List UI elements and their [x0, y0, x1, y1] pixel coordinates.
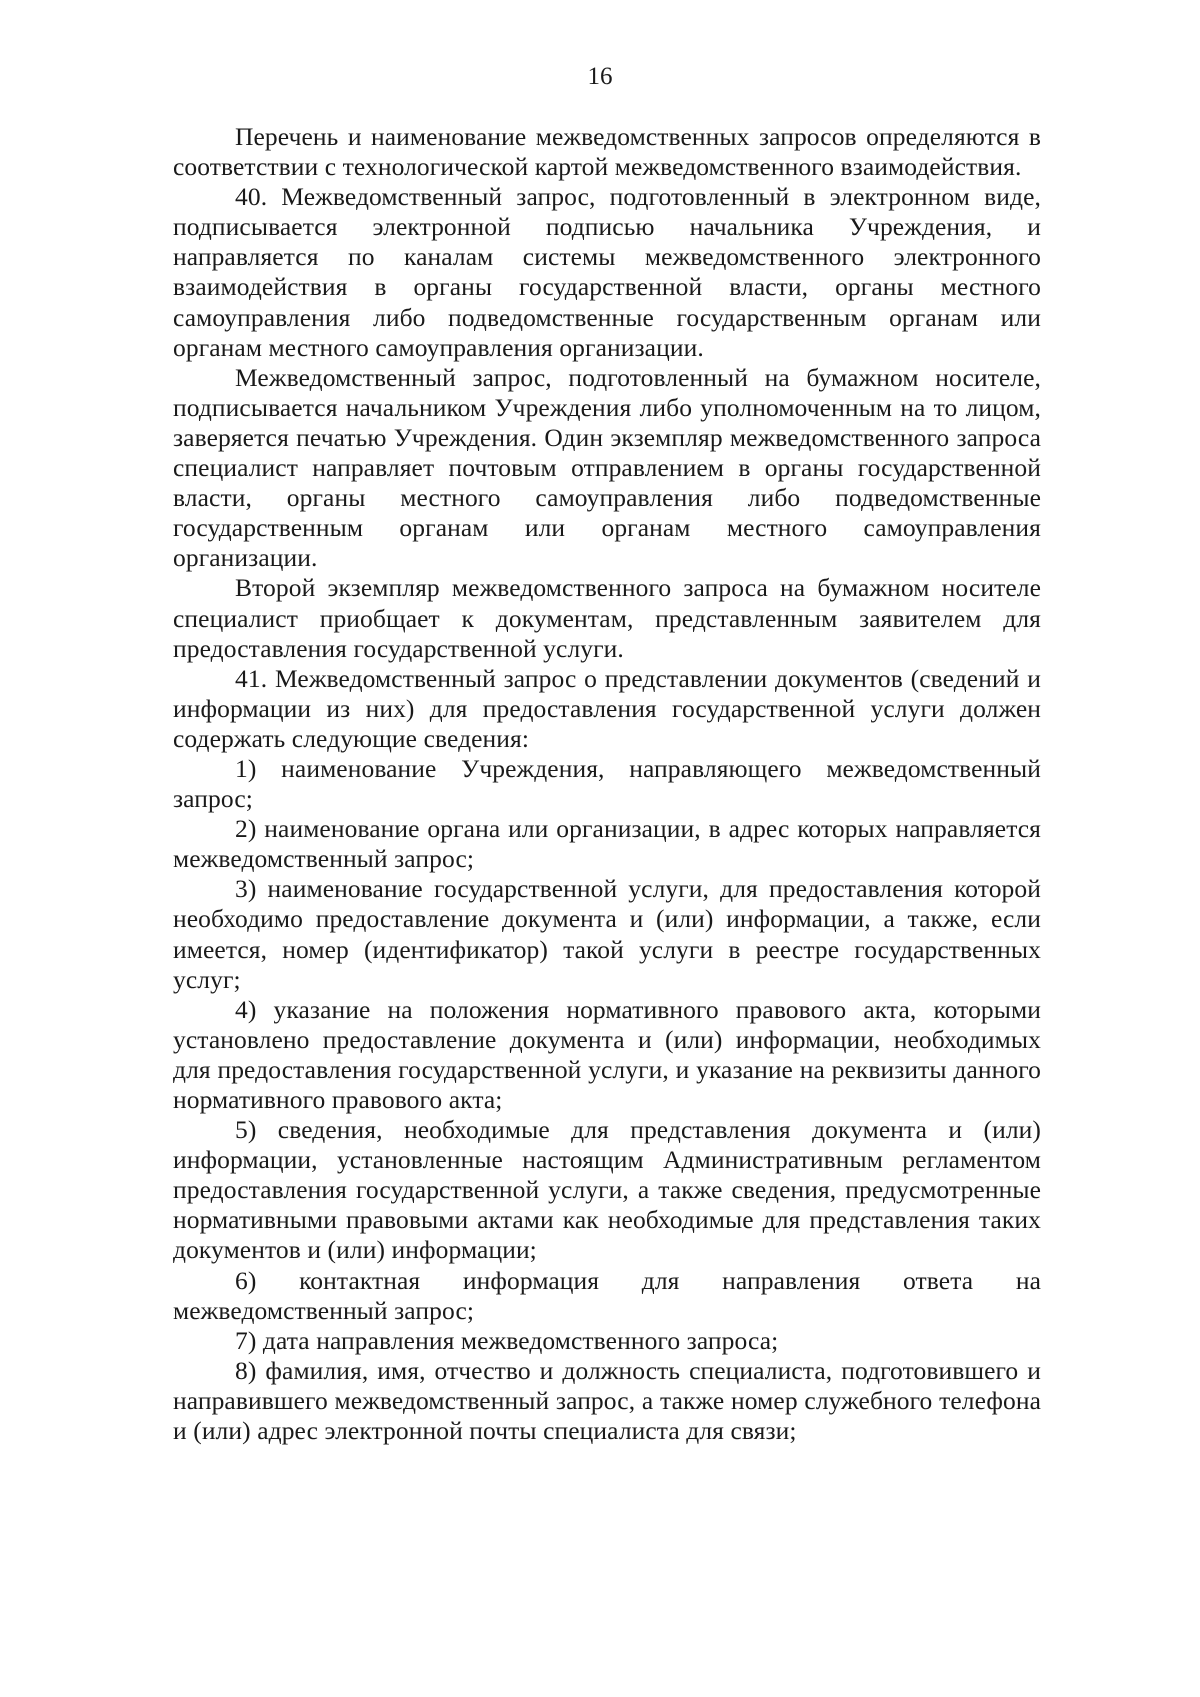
- paragraph-requests-list: Перечень и наименование межведомственных запросов определяются в соответствии с технологической картой межведомственного взаимодействия.: [173, 122, 1041, 182]
- list-item-4: 4) указание на положения нормативного правового акта, которыми установлено предоставление документа и (или) информации, необходимых для предоставления государственной услуги, и указание на реквизиты данного нормативного правового акта;: [173, 994, 1041, 1114]
- list-item-1: 1) наименование Учреждения, направляющего межведомственный запрос;: [173, 753, 1041, 814]
- list-item-3: 3) наименование государственной услуги, для предоставления которой необходимо предоставление документа и (или) информации, а также, если имеется, номер (идентификатор) такой услуги в реестре государственных услуг;: [173, 874, 1041, 994]
- list-item-2: 2) наименование органа или организации, в адрес которых направляется межведомственный запрос;: [173, 814, 1041, 874]
- list-item-5: 5) сведения, необходимые для представления документа и (или) информации, установленные настоящим Административным регламентом предоставления государственной услуги, а также сведения, предусмотренные нормативными правовыми актами как необходимые для представления таких документов и (или) информации;: [173, 1115, 1041, 1265]
- paragraph-item-40: 40. Межведомственный запрос, подготовленный в электронном виде, подписывается электронной подписью начальника Учреждения, и направляется по каналам системы межведомственного электронного взаимодействия в органы государственной власти, органы местного самоуправления либо подведомственные государственным органам или органам местного самоуправления организации.: [173, 182, 1041, 362]
- list-item-6: 6) контактная информация для направления ответа на межведомственный запрос;: [173, 1265, 1041, 1325]
- paragraph-paper-request: Межведомственный запрос, подготовленный на бумажном носителе, подписывается начальником Учреждения либо уполномоченным на то лицом, заверяется печатью Учреждения. Один экземпляр межведомственного запроса специалист направляет почтовым отправлением в органы государственной власти, органы местного самоуправления либо подведомственные государственным органам или органам местного самоуправления организации.: [173, 362, 1041, 573]
- page-number: 16: [587, 63, 613, 90]
- paragraph-item-41: 41. Межведомственный запрос о представлении документов (сведений и информации из них) для предоставления государственной услуги должен содержать следующие сведения:: [173, 663, 1041, 753]
- list-item-8: 8) фамилия, имя, отчество и должность специалиста, подготовившего и направившего межведомственный запрос, а также номер служебного телефона и (или) адрес электронной почты специалиста для связи;: [173, 1355, 1041, 1446]
- list-item-7: 7) дата направления межведомственного запроса;: [235, 1325, 779, 1355]
- document-body: [173, 122, 1041, 1446]
- paragraph-second-copy: Второй экземпляр межведомственного запроса на бумажном носителе специалист приобщает к документам, представленным заявителем для предоставления государственной услуги.: [173, 573, 1041, 663]
